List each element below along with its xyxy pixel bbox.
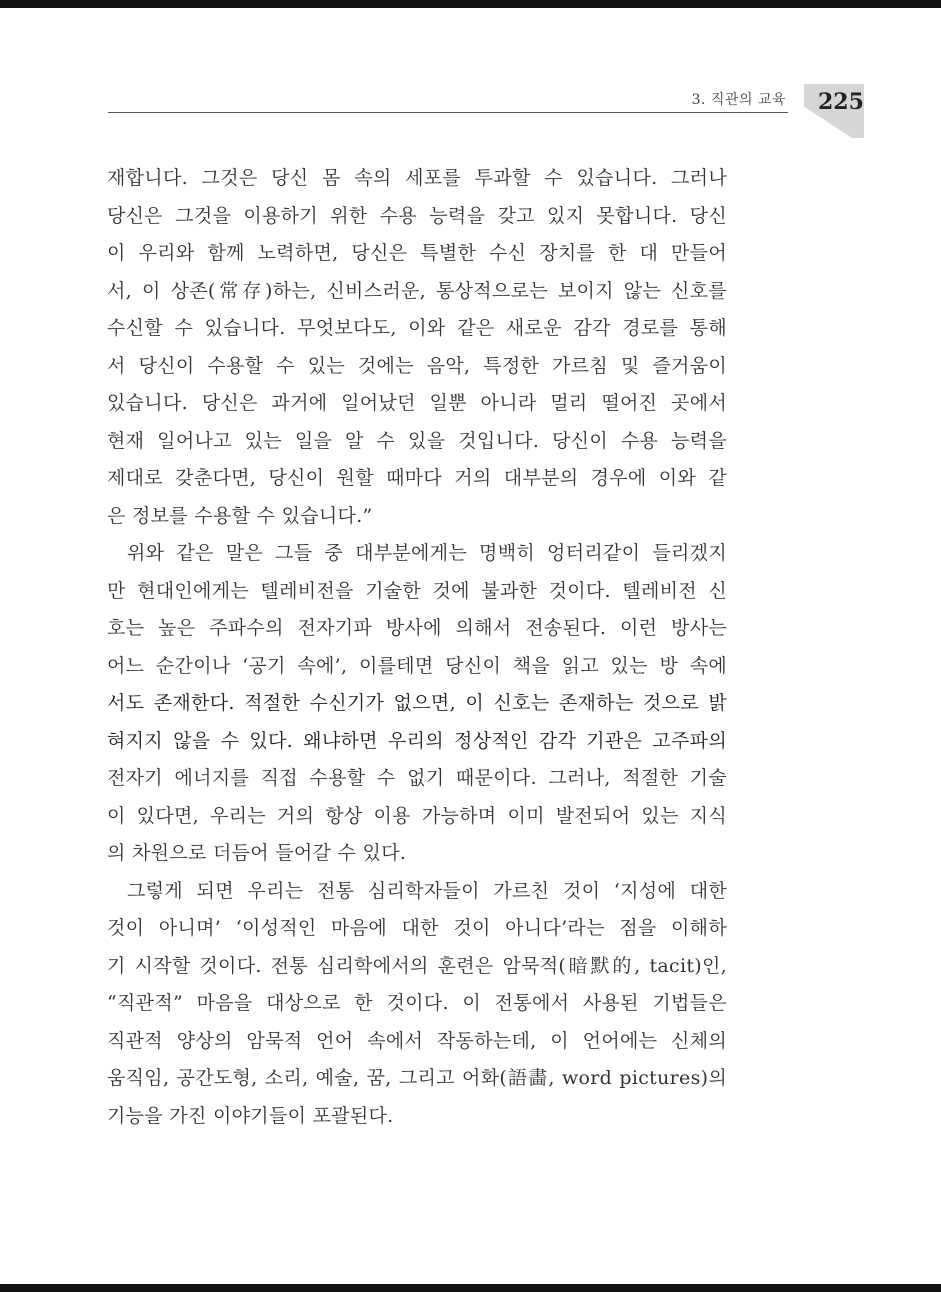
text-line: 직관적 양상의 암묵적 언어 속에서 작동하는데, 이 언어에는 신체의: [107, 1029, 727, 1052]
text-line: 재합니다. 그것은 당신 몸 속의 세포를 투과할 수 있습니다. 그러나: [107, 167, 727, 189]
text-line: 기능을 가진 이야기들이 포괄된다.: [107, 1104, 394, 1127]
bottom-edge-bar: [0, 1284, 941, 1292]
text-line: 기 시작할 것이다. 전통 심리학에서의 훈련은 암묵적(暗默的, tacit)인,: [107, 954, 727, 977]
text-line: 의 차원으로 더듬어 들어갈 수 있다.: [107, 842, 407, 864]
text-line: 만 현대인에게는 텔레비전을 기술한 것에 불과한 것이다. 텔레비전 신: [107, 579, 727, 602]
text-line: 당신은 그것을 이용하기 위한 수용 능력을 갖고 있지 못합니다. 당신: [107, 204, 727, 227]
text-line: 은 정보를 수용할 수 있습니다.”: [107, 504, 373, 527]
text-line: 이 있다면, 우리는 거의 항상 이용 가능하며 이미 발전되어 있는 지식: [107, 804, 727, 827]
text-line: 서도 존재한다. 적절한 수신기가 없으면, 이 신호는 존재하는 것으로 밝: [107, 692, 727, 714]
text-line: 위와 같은 말은 그들 중 대부분에게는 명백히 엉터리같이 들리겠지: [127, 542, 727, 564]
text-line: 것이 아니며’ ‘이성적인 마음에 대한 것이 아니다’라는 점을 이해하: [107, 917, 727, 939]
text-line: 서, 이 상존(常存)하는, 신비스러운, 통상적으로는 보이지 않는 신호를: [107, 279, 727, 302]
text-line: 어느 순간이나 ‘공기 속에’, 이를테면 당신이 책을 읽고 있는 방 속에: [107, 654, 727, 677]
text-line: 혀지지 않을 수 있다. 왜냐하면 우리의 정상적인 감각 기관은 고주파의: [107, 729, 727, 752]
text-line: 그렇게 되면 우리는 전통 심리학자들이 가르친 것이 ‘지성에 대한: [127, 879, 727, 902]
text-line: 제대로 갖춘다면, 당신이 원할 때마다 거의 대부분의 경우에 이와 같: [107, 467, 727, 489]
text-line: 있습니다. 당신은 과거에 일어났던 일뿐 아니라 멀리 떨어진 곳에서: [107, 392, 727, 414]
text-line: “직관적” 마음을 대상으로 한 것이다. 이 전통에서 사용된 기법들은: [107, 992, 727, 1014]
text-line: 서 당신이 수용할 수 있는 것에는 음악, 특정한 가르침 및 즐거움이: [107, 354, 727, 377]
text-line: 이 우리와 함께 노력하면, 당신은 특별한 수신 장치를 한 대 만들어: [107, 242, 727, 264]
body-text: [107, 160, 727, 1135]
page-number: 225: [818, 89, 864, 115]
text-line: 현재 일어나고 있는 일을 알 수 있을 것입니다. 당신이 수용 능력을: [107, 429, 727, 452]
text-line: 전자기 에너지를 직접 수용할 수 없기 때문이다. 그러나, 적절한 기술: [107, 767, 727, 789]
text-line: 움직임, 공간도형, 소리, 예술, 꿈, 그리고 어화(語畵, word pictures)의: [107, 1067, 727, 1089]
text-line: 호는 높은 주파수의 전자기파 방사에 의해서 전송된다. 이런 방사는: [107, 617, 727, 639]
header-rule: [108, 112, 788, 113]
text-line: 수신할 수 있습니다. 무엇보다도, 이와 같은 새로운 감각 경로를 통해: [107, 317, 727, 339]
top-edge-bar: [0, 0, 941, 8]
running-header-title: 3. 직관의 교육: [691, 92, 786, 108]
